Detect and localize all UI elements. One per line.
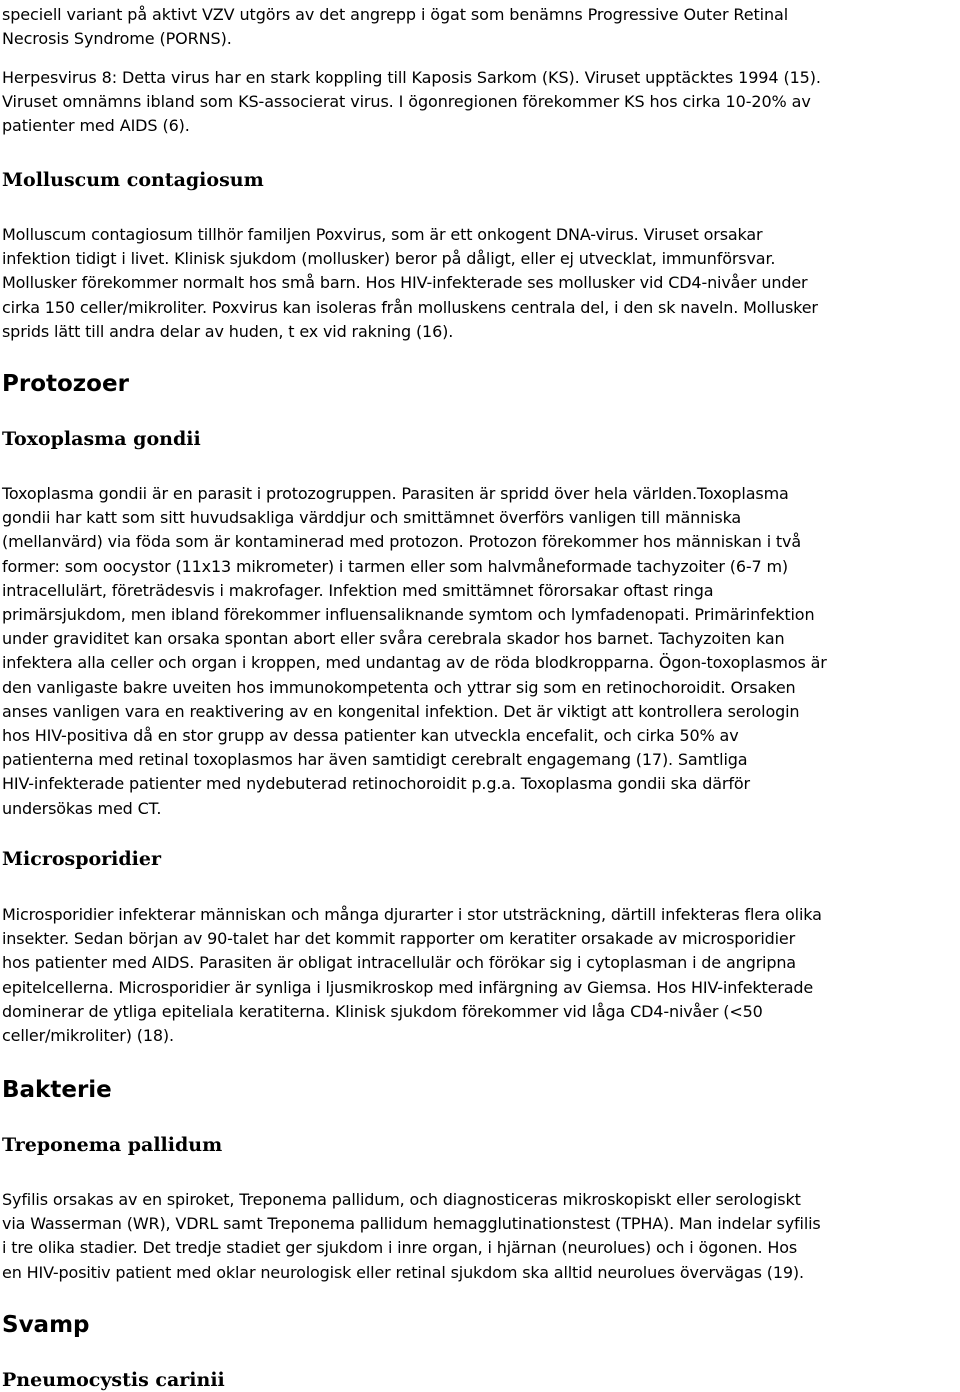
text-line: under graviditet kan orsaka spontan abort eller svåra cerebrala skador hos barnet. Tachyzoiten kan: [2, 629, 785, 649]
section-heading-microsporidier: Microsporidier: [2, 848, 161, 870]
text-line: primärsjukdom, men ibland förekommer influensaliknande symtom och lymfadenopati. Primärinfektion: [2, 605, 815, 625]
intro-paragraph-2: [2, 66, 821, 139]
section-heading-pneumocystis: Pneumocystis carinii: [2, 1369, 225, 1391]
text-line: infektera alla celler och organ i kroppen, med undantag av de röda blodkropparna. Ögon-toxoplasmos är: [2, 653, 827, 673]
treponema-paragraph: [2, 1188, 821, 1285]
text-line: cirka 150 celler/mikroliter. Poxvirus kan isoleras från molluskens centrala del, i den sk naveln. Mollusker: [2, 297, 818, 317]
text-line: i tre olika stadier. Det tredje stadiet ger sjukdom i inre organ, i hjärnan (neurolues) och i ögonen. Hos: [2, 1238, 798, 1258]
section-heading-svamp: Svamp: [2, 1312, 90, 1338]
text-line: anses vanligen vara en reaktivering av en kongenital infektion. Det är viktigt att kontrollera serologin: [2, 701, 800, 721]
text-line: Syfilis orsakas av en spiroket, Treponema pallidum, och diagnosticeras mikroskopiskt eller serologiskt: [2, 1190, 801, 1209]
text-line: Molluscum contagiosum tillhör familjen Poxvirus, som är ett onkogent DNA-virus. Viruset orsakar: [2, 225, 763, 244]
text-line: infektion tidigt i livet. Klinisk sjukdom (mollusker) beror på dåligt, eller ej utvecklat, immunförsvar.: [2, 249, 776, 269]
toxoplasma-paragraph: [2, 482, 827, 821]
text-line: patienter med AIDS (6).: [2, 116, 190, 136]
text-line: speciell variant på aktivt VZV utgörs av det angrepp i ögat som benämns Progressive Outer Retinal: [2, 5, 789, 24]
section-heading-bakterie: Bakterie: [2, 1077, 112, 1103]
text-line: (mellanvärd) via föda som är kontaminerad med protozon. Protozon förekommer hos människan i två: [2, 532, 802, 552]
text-line: Necrosis Syndrome (PORNS).: [2, 29, 232, 49]
section-heading-treponema: Treponema pallidum: [2, 1134, 223, 1156]
text-line: sprids lätt till andra delar av huden, t ex vid rakning (16).: [2, 321, 454, 341]
text-line: Viruset omnämns ibland som KS-associerat virus. I ögonregionen förekommer KS hos cirka 10-20% av: [2, 92, 811, 112]
section-heading-protozoer: Protozoer: [2, 371, 129, 397]
text-line: den vanligaste bakre uveiten hos immunokompetenta och yttrar sig som en retinochoroidit. Orsaken: [2, 677, 796, 697]
text-line: Toxoplasma gondii är en parasit i protozogruppen. Parasiten är spridd över hela världen.Toxoplasma: [2, 484, 789, 503]
text-line: HIV-infekterade patienter med nydebuterad retinochoroidit p.g.a. Toxoplasma gondii ska därför: [2, 774, 750, 794]
text-line: epitelcellerna. Microsporidier är synliga i ljusmikroskop med infärgning av Giemsa. Hos HIV-infekterade: [2, 977, 814, 997]
text-line: former: som oocystor (11x13 mikrometer) i tarmen eller som halvmåneformade tachyzoiter (6-7 m): [2, 556, 789, 576]
text-line: celler/mikroliter) (18).: [2, 1026, 174, 1046]
text-line: dominerar de ytliga epiteliala keratiterna. Klinisk sjukdom förekommer vid låga CD4-nivåer (<50: [2, 1001, 763, 1021]
text-line: Mollusker förekommer normalt hos små barn. Hos HIV-infekterade ses mollusker vid CD4-nivåer under: [2, 273, 808, 293]
text-line: Microsporidier infekterar människan och många djurarter i stor utsträckning, därtill infekteras flera olika: [2, 905, 822, 924]
microsporidier-paragraph: [2, 903, 822, 1048]
text-line: intracellulärt, företrädesvis i makrofager. Infektion med smittämnet förorsakar oftast ringa: [2, 580, 714, 600]
text-line: Herpesvirus 8: Detta virus har en stark koppling till Kaposis Sarkom (KS). Viruset upptäcktes 1994 (15).: [2, 68, 821, 87]
text-line: insekter. Sedan början av 90-talet har det kommit rapporter om keratiter orsakade av microsporidier: [2, 929, 796, 949]
text-line: hos HIV-positiva då en stor grupp av dessa patienter kan utveckla encefalit, och cirka 50% av: [2, 726, 739, 746]
text-line: en HIV-positiv patient med oklar neurologisk eller retinal sjukdom ska alltid neurolues övervägas (19).: [2, 1262, 804, 1282]
text-line: via Wasserman (WR), VDRL samt Treponema pallidum hemagglutinationstest (TPHA). Man indelar syfilis: [2, 1214, 821, 1234]
intro-paragraph-1: [2, 3, 788, 51]
text-line: hos patienter med AIDS. Parasiten är obligat intracellulär och förökar sig i cytoplasman i de angripna: [2, 953, 796, 973]
section-heading-toxoplasma: Toxoplasma gondii: [2, 428, 201, 450]
molluscum-paragraph: [2, 223, 818, 344]
text-line: undersökas med CT.: [2, 798, 162, 818]
text-line: patienterna med retinal toxoplasmos har även samtidigt cerebralt engagemang (17). Samtliga: [2, 750, 748, 770]
section-heading-molluscum: Molluscum contagiosum: [2, 169, 264, 191]
text-line: gondii har katt som sitt huvudsakliga värddjur och smittämnet överförs vanligen till människa: [2, 508, 742, 528]
